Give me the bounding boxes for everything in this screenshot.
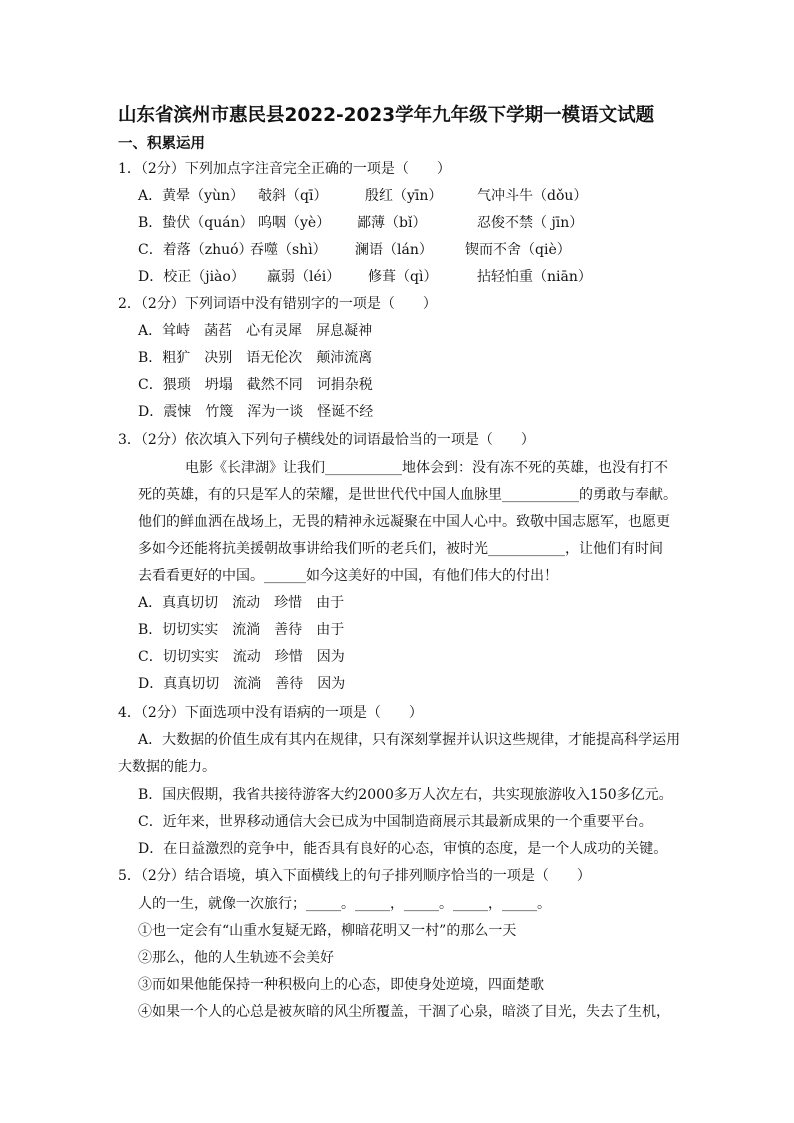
q3-passage-line: 死的英雄，有的只是军人的荣耀，是世世代代中国人血脉里___________的勇敢与奉献。 xyxy=(138,487,677,503)
section-heading: 一、积累运用 xyxy=(118,136,205,152)
q3-passage-line: 他们的鲜血洒在战场上，无畏的精神永远凝聚在中国人心中。致敬中国志愿军，也愿更 xyxy=(138,514,670,530)
q1-option-d-col2: 羸弱（léi） xyxy=(267,269,341,285)
q1-option-b-col4: 忍俊不禁（ jīn） xyxy=(477,215,584,231)
q1-option-c-col1: C．着落（zhuó） xyxy=(138,242,253,258)
q5-item-3: ③而如果他能保持一种积极向上的心态，即使身处逆境，四面楚歌 xyxy=(138,977,544,993)
q3-option-c: C．切切实实 流动 珍惜 因为 xyxy=(138,649,345,665)
q1-option-c-col4: 锲而不舍（qiè） xyxy=(465,242,571,258)
q1-option-a-col1: A．黄晕（yùn） xyxy=(138,188,245,204)
q5-item-1: ①也一定会有“山重水复疑无路，柳暗花明又一村”的那么一天 xyxy=(138,923,517,939)
q4-option-d: D．在日益激烈的竞争中，能否具有良好的心态，审慎的态度，是一个人成功的关键。 xyxy=(138,841,668,857)
q3-passage-line: 去看看更好的中国。______如今这美好的中国，有他们伟大的付出！ xyxy=(138,568,558,584)
q2-option-c: C．猥琐 坍塌 截然不同 诃捐杂税 xyxy=(138,377,373,393)
q1-option-d-col4: 拈轻怕重（niān） xyxy=(477,269,592,285)
document-title: 山东省滨州市惠民县2022-2023学年九年级下学期一模语文试题 xyxy=(118,105,655,126)
q4-option-b: B．国庆假期，我省共接待游客大约2000多万人次左右，共实现旅游收入150多亿元。 xyxy=(138,787,673,803)
q1-option-a-col4: 气冲斗牛（dǒu） xyxy=(477,188,588,204)
q4-option-a: A．大数据的价值生成有其内在规律，只有深刻掌握并认识这些规律，才能提高科学运用 xyxy=(138,732,681,748)
q2-option-d: D．震悚 竹篾 浑为一谈 怪诞不经 xyxy=(138,404,374,420)
question-3-stem: 3．（2分）依次填入下列句子横线处的词语最恰当的一项是（ ） xyxy=(118,432,535,448)
q1-option-b-col1: B．蛰伏（quán） xyxy=(138,215,254,231)
q5-item-4: ④如果一个人的心总是被灰暗的风尘所覆盖，干涸了心泉，暗淡了目光，失去了生机， xyxy=(138,1004,670,1020)
question-5-stem: 5．（2分）结合语境，填入下面横线上的句子排列顺序恰当的一项是（ ） xyxy=(118,868,591,884)
q1-option-d-col3: 修葺（qì） xyxy=(368,269,438,285)
q1-option-b-col2: 呜咽（yè） xyxy=(258,215,331,231)
q4-option-c: C．近年来，世界移动通信大会已成为中国制造商展示其最新成果的一个重要平台。 xyxy=(138,814,653,830)
q1-option-a-col3: 殷红（yīn） xyxy=(365,188,443,204)
q2-option-a: A．耸峙 菡萏 心有灵犀 屏息凝神 xyxy=(138,323,373,339)
question-1-stem: 1．（2分）下列加点字注音完全正确的一项是（ ） xyxy=(118,161,451,177)
q3-option-d: D．真真切切 流淌 善待 因为 xyxy=(138,676,346,692)
q3-passage-line: 多如今还能将抗美援朝故事讲给我们听的老兵们，被时光___________，让他们有时间 xyxy=(138,541,663,557)
q5-item-2: ②那么，他的人生轨迹不会美好 xyxy=(138,950,334,966)
q5-lead-sentence: 人的一生，就像一次旅行；_____。_____，_____。_____，_____。 xyxy=(138,896,551,912)
q3-passage-line: 电影《长津湖》让我们___________地体会到：没有冻不死的英雄，也没有打不 xyxy=(185,460,668,476)
q4-option-a-continued: 大数据的能力。 xyxy=(118,759,216,775)
q3-option-a: A．真真切切 流动 珍惜 由于 xyxy=(138,595,345,611)
q1-option-d-col1: D．校正（jiào） xyxy=(138,269,245,285)
question-4-stem: 4．（2分）下面选项中没有语病的一项是（ ） xyxy=(118,705,423,721)
q1-option-c-col3: 澜语（lán） xyxy=(355,242,433,258)
q3-option-b: B．切切实实 流淌 善待 由于 xyxy=(138,622,345,638)
q2-option-b: B．粗犷 决别 语无伦次 颠沛流离 xyxy=(138,350,373,366)
question-2-stem: 2．（2分）下列词语中没有错别字的一项是（ ） xyxy=(118,296,437,312)
q1-option-a-col2: 攲斜（qī） xyxy=(258,188,328,204)
q1-option-c-col2: 吞噬（shì） xyxy=(250,242,327,258)
q1-option-b-col3: 鄙薄（bǐ） xyxy=(357,215,427,231)
